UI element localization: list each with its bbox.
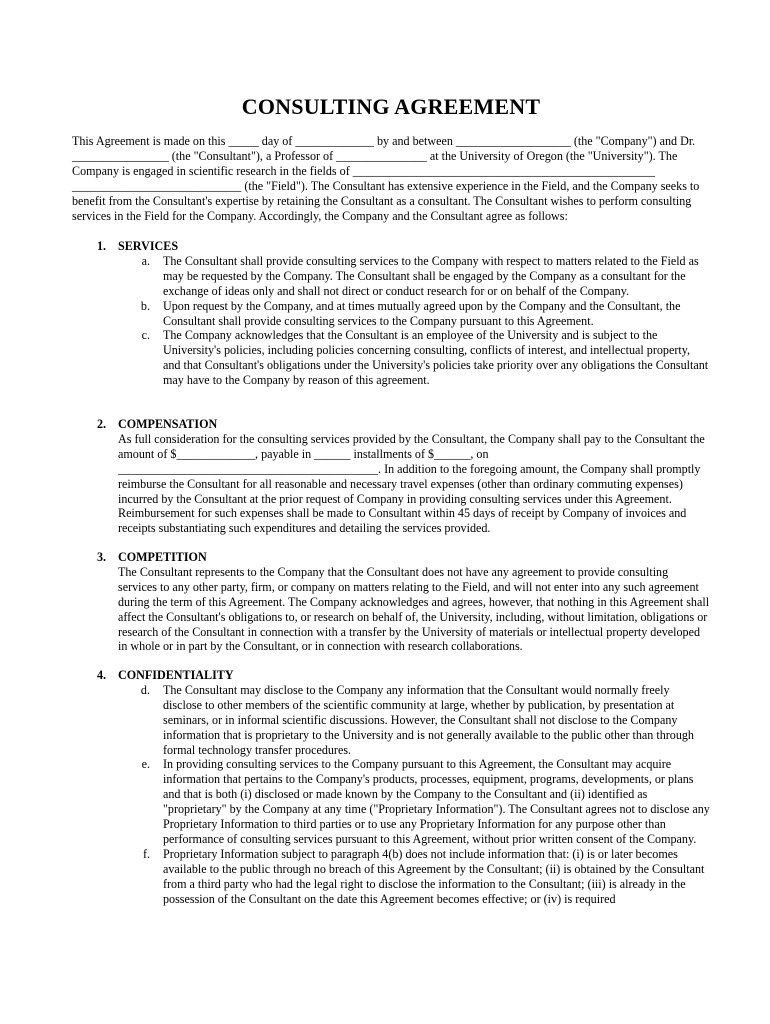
list-item xyxy=(72,757,710,846)
list-item xyxy=(72,847,710,907)
list-item xyxy=(72,299,710,329)
section-heading xyxy=(72,668,710,683)
item-letter: d. xyxy=(140,682,150,697)
item-letter: c. xyxy=(141,328,150,343)
section-title: COMPENSATION xyxy=(118,417,218,431)
item-letter: a. xyxy=(141,253,150,268)
item-text: The Consultant shall provide consulting services to the Company with respect to matters related to the Field as may be requested by the Company. The Consultant shall be engaged by the Company as a consultant for the exchange of ideas only and shall not direct or conduct research for or on behalf of the Company. xyxy=(163,253,699,298)
section-heading xyxy=(72,239,710,254)
section-body: The Consultant represents to the Company that the Consultant does not have any agreement to provide consulting services to any other party, firm, or company on matters relating to the Field, and will not enter into any such agreement during the term of this Agreement. The Company acknowledges and agrees, however, that nothing in this Agreement shall affect the Consultant's obligations to, or research on behalf of, the University, including, without limitation, obligations or research of the Consultant in connection with a transfer by the University of materials or intellectual property developed in whole or in part by the Consultant, or in connection with research collaborations. xyxy=(118,564,710,654)
confidentiality-items xyxy=(72,683,710,907)
item-text: Proprietary Information subject to paragraph 4(b) does not include information that: (i) is or later becomes available to the public through no breach of this Agreement by the Consultant; (ii) is obtained by the Consultant from a third party who had the legal right to disclose the information to the Consultant; (iii) is already in the possession of the Consultant on the date this Agreement becomes effective; or (iv) is required xyxy=(163,846,705,906)
item-text: The Consultant may disclose to the Company any information that the Consultant would normally freely disclose to other members of the scientific community at large, whether by publication, by presentation at seminars, or in informal scientific discussions. However, the Consultant shall not disclose to the Company information that is proprietary to the University and is not generally available to the public other than through formal technology transfer procedures. xyxy=(163,682,694,757)
section-services xyxy=(72,239,710,388)
item-text: Upon request by the Company, and at times mutually agreed upon by the Company and the Consultant, the Consultant shall provide consulting services to the Company pursuant to this Agreement. xyxy=(163,298,681,328)
section-number: 1. xyxy=(97,239,107,253)
section-title: SERVICES xyxy=(118,239,179,253)
section-heading xyxy=(72,417,710,432)
list-item xyxy=(72,328,710,388)
section-heading xyxy=(72,550,710,565)
item-letter: e. xyxy=(141,757,150,772)
item-text: The Company acknowledges that the Consultant is an employee of the University and is subject to the University's policies, including policies concerning consulting, conflicts of interest, and intellectual property, and that Consultant's obligations under the University's policies take priority over any obligations the Consultant may have to the Company by reason of this agreement. xyxy=(163,328,709,388)
section-number: 2. xyxy=(97,417,107,431)
section-number: 3. xyxy=(97,550,107,564)
section-body: As full consideration for the consulting services provided by the Consultant, the Company shall pay to the Consultant the amount of $_____________, payable in ______ installments of $______, on ___________________________________________. In addition to the foregoing amount, the Company shall promptly reimburse the Consultant for all reasonable and necessary travel expenses (other than ordinary commuting expenses) incurred by the Consultant at the prior request of Company in providing consulting services under this Agreement. Reimbursement for such expenses shall be made to Consultant within 45 days of receipt by Company of invoices and receipts substantiating such expenditures and detailing the services provided. xyxy=(118,431,705,536)
services-items xyxy=(72,254,710,388)
section-title: CONFIDENTIALITY xyxy=(118,668,234,682)
list-item xyxy=(72,254,710,299)
intro-paragraph: This Agreement is made on this _____ day of _____________ by and between ___________________ (the "Company") and Dr. ________________ (the "Consultant"), a Professor of _______________ at the University of Oregon (the "University"). The Company is engaged in scientific research in the fields of __________________________________________________ ____________________________ (the "Field"). The Consultant has extensive experience in the Field, and the Company seeks to benefit from the Consultant's expertise by retaining the Consultant as a consultant. The Consultant wishes to perform consulting services in the Field for the Company. Accordingly, the Company and the Consultant agree as follows: xyxy=(72,134,700,223)
item-letter: f. xyxy=(142,846,150,861)
item-letter: b. xyxy=(140,298,150,313)
section-confidentiality xyxy=(72,668,710,907)
list-item xyxy=(72,683,710,758)
section-title: COMPETITION xyxy=(118,550,207,564)
section-competition xyxy=(72,550,710,654)
section-number: 4. xyxy=(97,668,107,682)
item-text: In providing consulting services to the Company pursuant to this Agreement, the Consultant may acquire information that pertains to the Company's products, processes, equipment, programs, developments, or plans and that is both (i) disclosed or made known by the Company to the Consultant and (ii) identified as "proprietary" by the Company at any time ("Proprietary Information"). The Consultant agrees not to disclose any Proprietary Information to third parties or to use any Proprietary Information for any purpose other than performance of consulting services pursuant to this Agreement, without prior written consent of the Company. xyxy=(163,757,710,846)
section-compensation xyxy=(72,417,710,536)
document-title: CONSULTING AGREEMENT xyxy=(241,94,541,119)
